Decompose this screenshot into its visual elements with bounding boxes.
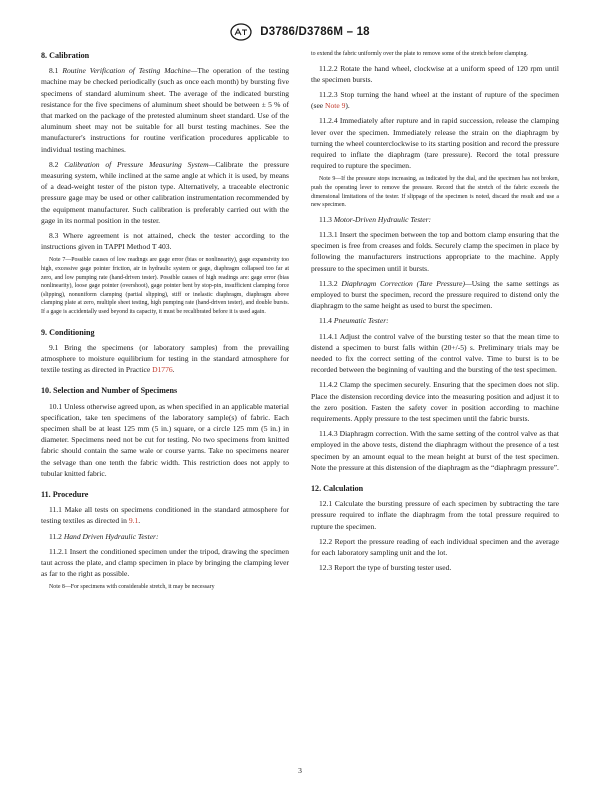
note-7: Note 7—Possible causes of low readings are gage error (bias or nonlinearity), gage expansivity too high, excessive gage pointer friction, air in hydraulic system or gage, diaphragm collapsed too far at zero, and low pumping rate (hand-driven tester). Possible causes of high readings are: gage error (bias nonlinearity), loose gage pointer (overshoot), gage pointer bent by stop-pin, insufficient clamping force (slipping), nonuniform clamping (partial slipping), stiff or inelastic diaphragm, diaphragm above clamping plate at zero, multiple sheet testing, high pumping rate (hand-driven tester), and double bursts. If a gage is accidentally used beyond its capacity, it must be recalibrated before it is used again.	[41, 257, 289, 316]
paragraph-12-1: 12.1 Calculate the bursting pressure of each specimen by subtracting the tare pressure required to inflate the diaphragm from the total pressure required to rupture the specimen.	[311, 499, 559, 531]
page-header	[0, 21, 600, 43]
paragraph-11-1: 11.1 Make all tests on specimens conditioned in the standard atmosphere for testing textiles as directed in 9.1.	[41, 505, 289, 526]
paragraph-10-1: 10.1 Unless otherwise agreed upon, as when specified in an applicable material specification, take ten specimens of the laboratory sample(s) of fabric. Each specimen shall be at least 125 mm (5 in.) square, or a circle 125 mm (5 in.) in diameter. Specimens need not be cut for testing. No two specimens from knitted fabric should contain the same wale or course yarns. Take no specimens nearer the selvage than one tenth the fabric width. This restriction does not apply to tubular knitted fabric.	[41, 401, 289, 478]
section-heading-conditioning: 9. Conditioning	[41, 327, 95, 337]
paragraph-11-4-2: 11.4.2 Clamp the specimen securely. Ensuring that the specimen does not slip. Place the distension recording device into the measuring position and adjust it to the zero position. Fasten the safety cover in position according to machine requirements. Apply pressure to the test specimen until the fabric bursts.	[311, 380, 559, 424]
note-9: Note 9—If the pressure stops increasing, as indicated by the dial, and the specimen has not broken, push the operating lever to remove the pressure. Record that the stretch of the fabric exceeds the dimensional limitations of the tester. If slippage of the specimen is noted, discard the result and use a new specimen.	[311, 176, 559, 209]
note-8-continued: to extend the fabric uniformly over the plate to remove some of the stretch before clamping.	[311, 51, 528, 57]
section-heading-procedure: 11. Procedure	[41, 490, 89, 500]
section-heading-selection: 10. Selection and Number of Specimens	[41, 386, 178, 396]
note-8: Note 8—For specimens with considerable stretch, it may be necessary	[49, 584, 215, 591]
paragraph-11-4-1: 11.4.1 Adjust the control valve of the bursting tester so that the mean time to distend a specimen to burst falls within (20+/-5) s. Preliminary trials may be needed to fix the correct setting of the control valve. Time to burst is to be recorded between the beginning of vaulting and the bursting of the test specimen.	[311, 331, 559, 375]
paragraph-11-4-3: 11.4.3 Diaphragm correction. With the same setting of the control valve as that employed in the above tests, distend the diaphragm without the presence of a test specimen by an amount equal to the mean height at burst of the test specimen. Note the pressure at this distension of the diaphragm as the “diaphragm pressure”.	[311, 429, 559, 472]
section-heading-calibration: 8. Calibration	[41, 51, 90, 60]
paragraph-11-3-2: 11.3.2 Diaphragm Correction (Tare Pressure)—Using the same settings as employed to burst the specimen, record the pressure required to distend only the diaphragm to the same height as used to burst the specimen.	[311, 278, 560, 311]
paragraph-8-3: 8.3 Where agreement is not attained, check the tester according to the instructions given in TAPPI Method T 403.	[41, 231, 289, 252]
left-column	[41, 50, 289, 596]
paragraph-11-4: 11.4 Pneumatic Tester:	[319, 316, 389, 326]
section-heading-calculation: 12. Calculation	[311, 484, 364, 494]
paragraph-9-1: 9.1 Bring the specimens (or laboratory samples) from the prevailing atmosphere to moisture equilibrium for testing in the standard atmosphere for textile testing as directed in Practice D1776.	[41, 342, 289, 375]
paragraph-8-1: 8.1 Routine Verification of Testing Machine—The operation of the testing machine may be checked periodically (such as once each month) by bursting five specimens of standard aluminum sheet. The average of the indicated bursting resistance for the five specimens of aluminum sheet should be between ± 5 % of that marked on the package of the pretested aluminum sheet standard. Use of the aluminum sheet may not be suitable for all burst testing machines. See the manufacturer's instructions for routine verification procedures applicable to individual testing machines.	[41, 66, 290, 154]
link-note-9[interactable]: Note 9	[325, 101, 346, 111]
link-9-1[interactable]: 9.1	[128, 516, 139, 526]
paragraph-8-2: 8.2 Calibration of Pressure Measuring System—Calibrate the pressure measuring system, while inclined at the same angle at which it is used, by means of a dead-weight tester of the piston type. Alternatively, a traceable electronic pressure gage may be used or other calibration instrumentation recommended by the equipment manufacturer. Such calibration is preferably carried out with the gage in its normal position in the tester.	[41, 159, 289, 225]
paragraph-12-3: 12.3 Report the type of bursting tester used.	[319, 563, 452, 573]
paragraph-11-3-1: 11.3.1 Insert the specimen between the top and bottom clamp ensuring that the specimen is free from creases and folds. Securely clamp the specimen in place by following the manufacturers instructions appropriate to the machine. Apply pressure to the specimen until it bursts.	[311, 230, 559, 273]
right-column	[311, 50, 559, 577]
astm-logo-icon	[230, 23, 252, 41]
paragraph-12-2: 12.2 Report the pressure reading of each individual specimen and the average for each laboratory sampling unit and the lot.	[311, 536, 559, 558]
paragraph-11-3: 11.3 Motor-Driven Hydraulic Tester:	[319, 214, 432, 224]
paragraph-11-2-1: 11.2.1 Insert the conditioned specimen under the tripod, drawing the specimen taut across the plate, and clamp specimen in place by bringing the clamping lever as far to the right as possible.	[41, 546, 289, 579]
page-number: 3	[298, 766, 302, 775]
paragraph-11-2: 11.2 Hand Driven Hydraulic Tester:	[49, 531, 159, 541]
paragraph-11-2-3: 11.2.3 Stop turning the hand wheel at the instant of rupture of the specimen (see Note 9).	[311, 90, 559, 111]
link-d1776[interactable]: D1776	[152, 365, 173, 375]
paragraph-11-2-4: 11.2.4 Immediately after rupture and in rapid succession, release the clamping lever over the specimen. Immediately release the strain on the diaphragm by turning the wheel counterclockwise to its starting position and record the pressure required to inflate the diaphragm (tare pressure). Record the total pressure required to rupture the specimen.	[311, 116, 559, 171]
paragraph-11-2-2: 11.2.2 Rotate the hand wheel, clockwise at a uniform speed of 120 rpm until the specimen bursts.	[311, 63, 559, 84]
document-designation: D3786/D3786M – 18	[260, 26, 370, 38]
